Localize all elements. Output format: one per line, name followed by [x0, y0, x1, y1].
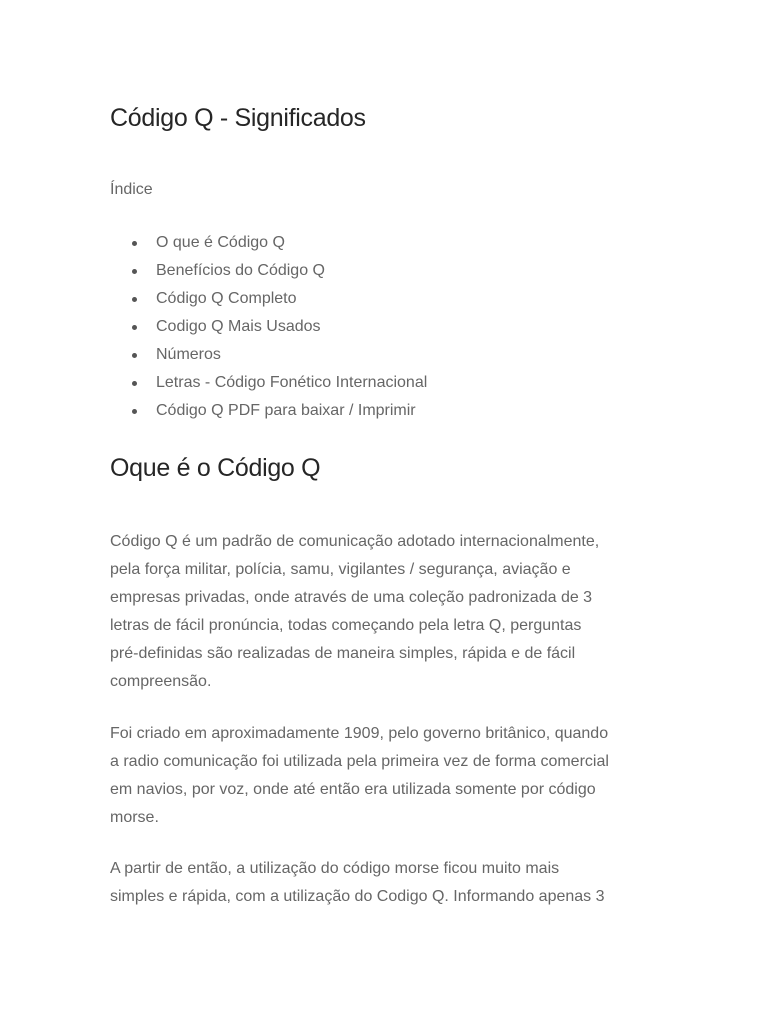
- paragraph: [110, 855, 670, 911]
- paragraph-line: morse.: [110, 809, 159, 826]
- toc-list: [110, 231, 427, 427]
- toc-item[interactable]: [110, 315, 427, 343]
- paragraph: [110, 720, 670, 832]
- paragraph-line: empresas privadas, onde através de uma coleção padronizada de 3: [110, 589, 593, 606]
- bullet-icon: [132, 297, 137, 302]
- paragraph-line: a radio comunicação foi utilizada pela primeira vez de forma comercial: [110, 753, 609, 770]
- toc-item-label[interactable]: Números: [156, 346, 221, 363]
- paragraph: [110, 528, 670, 696]
- bullet-icon: [132, 325, 137, 330]
- toc-item[interactable]: [110, 399, 427, 427]
- bullet-icon: [132, 353, 137, 358]
- paragraph-line: letras de fácil pronúncia, todas começando pela letra Q, perguntas: [110, 617, 582, 634]
- toc-item[interactable]: [110, 259, 427, 287]
- bullet-icon: [132, 381, 137, 386]
- toc-item[interactable]: [110, 343, 427, 371]
- toc-item[interactable]: [110, 231, 427, 259]
- section-title: Oque é o Código Q: [110, 454, 321, 482]
- toc-item-label[interactable]: Benefícios do Código Q: [156, 262, 325, 279]
- toc-item-label[interactable]: Letras - Código Fonético Internacional: [156, 374, 428, 391]
- toc-item-label[interactable]: Código Q Completo: [156, 290, 297, 307]
- paragraph-line: simples e rápida, com a utilização do Codigo Q. Informando apenas 3: [110, 888, 605, 905]
- toc-item-label[interactable]: Codigo Q Mais Usados: [156, 318, 321, 335]
- bullet-icon: [132, 269, 137, 274]
- page-title: Código Q - Significados: [110, 104, 366, 132]
- bullet-icon: [132, 409, 137, 414]
- paragraph-line: compreensão.: [110, 673, 212, 690]
- paragraph-line: em navios, por voz, onde até então era utilizada somente por código: [110, 781, 596, 798]
- toc-item[interactable]: [110, 287, 427, 315]
- paragraph-line: pela força militar, polícia, samu, vigilantes / segurança, aviação e: [110, 561, 571, 578]
- bullet-icon: [132, 241, 137, 246]
- toc-item-label[interactable]: O que é Código Q: [156, 234, 285, 251]
- paragraph-line: Código Q é um padrão de comunicação adotado internacionalmente,: [110, 533, 600, 550]
- paragraph-line: pré-definidas são realizadas de maneira simples, rápida e de fácil: [110, 645, 576, 662]
- toc-label: Índice: [110, 181, 153, 198]
- paragraph-line: Foi criado em aproximadamente 1909, pelo governo britânico, quando: [110, 725, 609, 742]
- toc-item[interactable]: [110, 371, 427, 399]
- toc-item-label[interactable]: Código Q PDF para baixar / Imprimir: [156, 402, 416, 419]
- paragraph-line: A partir de então, a utilização do código morse ficou muito mais: [110, 860, 560, 877]
